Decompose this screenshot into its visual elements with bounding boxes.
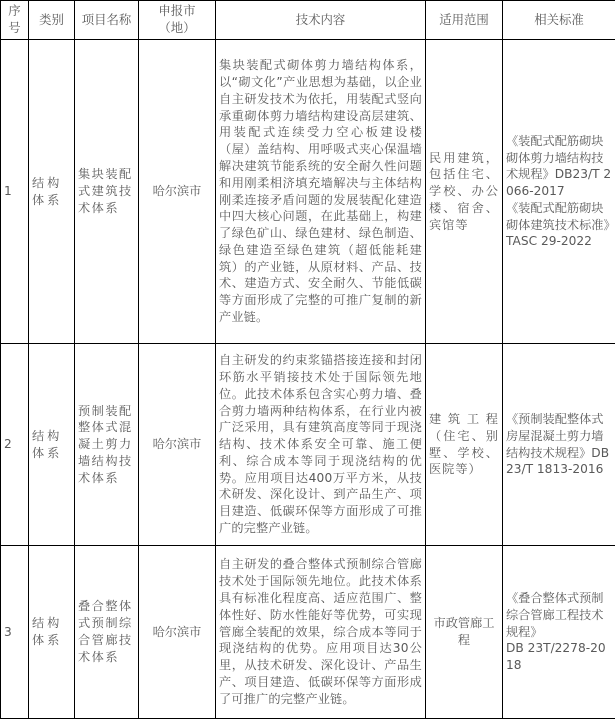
cell-scope: 市政管廊工程	[426, 546, 503, 719]
standard-item: DB 23T/2278-2018	[506, 641, 606, 673]
standard-item: 《叠合整体式预制综合管廊工程技术规程》	[506, 591, 604, 639]
cell-no: 2	[1, 344, 29, 546]
cell-content: 自主研发的约束浆锚搭接连接和封闭环筋水平销接技术处于国际领先地位。此技术体系包含实心剪力墙、叠合剪力墙两种结构体系，在行业内被广泛采用，具有建筑高度等同于现浇结构、技术体系安全可靠、施工便利、综合成本等同于现浇结构的优势。应用项目达400万平方米，从技术研发、深化设计、到产品生产、项目建造、低碳环保等方面形成了可推广的完整产业链。	[216, 344, 426, 546]
header-no: 序号	[1, 1, 29, 40]
cell-city: 哈尔滨市	[139, 546, 216, 719]
cell-scope: 建筑工程（住宅、别墅、学校、医院等）	[426, 344, 503, 546]
table-row	[1, 40, 615, 344]
cell-no: 3	[1, 546, 29, 719]
cell-scope: 民用建筑，包括住宅、学校、办公楼、宿舍、宾馆等	[426, 40, 503, 344]
table-header-row	[1, 1, 615, 40]
cell-standard	[503, 344, 615, 546]
cell-city: 哈尔滨市	[139, 40, 216, 344]
cell-content: 自主研发的叠合整体式预制综合管廊技术处于国际领先地位。此技术体系具有标准化程度高、适应范围广、整体性好、防水性能好等优势，可实现管廊全装配的效果，综合成本等同于现浇结构的优势。应用项目达30公里，从技术研发、深化设计、产品生产、项目建造、低碳环保等方面形成了可推广的完整产业链。	[216, 546, 426, 719]
header-city: 申报市（地）	[139, 1, 216, 40]
header-name: 项目名称	[75, 1, 139, 40]
header-content: 技术内容	[216, 1, 426, 40]
table-row	[1, 546, 615, 719]
cell-name: 集块装配式建筑技术体系	[75, 40, 139, 344]
cell-city: 哈尔滨市	[139, 344, 216, 546]
cell-category: 结构体系	[29, 546, 75, 719]
cell-standard	[503, 40, 615, 344]
cell-content: 集块装配式砌体剪力墙结构体系，以“砌文化”产业思想为基础，以企业自主研发技术为依托，用装配式竖向承重砌体剪力墙结构建设高层建筑、用装配式连续受力空心板建设楼（屋）盖结构、用呼吸式夹心保温墙解决建筑节能系统的安全耐久性问题和用刚柔相济填充墙解决与主体结构刚柔连接矛盾问题的发展装配化建造中四大核心问题，在此基础上，构建了绿色矿山、绿色建材、绿色制造、绿色建造至绿色建筑（超低能耗建筑）的产业链，从原材料、产品、技术、建造方式、安全耐久、节能低碳等方面形成了完整的可推广复制的新产业链。	[216, 40, 426, 344]
standard-item: 《装配式配筋砌块砌体剪力墙结构技术规程》DB23/T 2066-2017	[506, 133, 612, 199]
cell-category: 结构体系	[29, 344, 75, 546]
standard-item: 《装配式配筋砌块砌体建筑技术标准》TASC 29-2022	[506, 200, 610, 249]
header-category: 类别	[29, 1, 75, 40]
header-scope: 适用范围	[426, 1, 503, 40]
cell-name: 预制装配整体式混凝土剪力墙结构技术体系	[75, 344, 139, 546]
cell-no: 1	[1, 40, 29, 344]
cell-standard	[503, 546, 615, 719]
cell-category: 结构体系	[29, 40, 75, 344]
table-row	[1, 344, 615, 546]
header-standard: 相关标准	[503, 1, 615, 40]
standard-item: 《预制装配整体式房屋混凝土剪力墙结构技术规程》DB23/T 1813-2016	[506, 411, 610, 477]
cell-name: 叠合整体式预制综合管廊技术体系	[75, 546, 139, 719]
